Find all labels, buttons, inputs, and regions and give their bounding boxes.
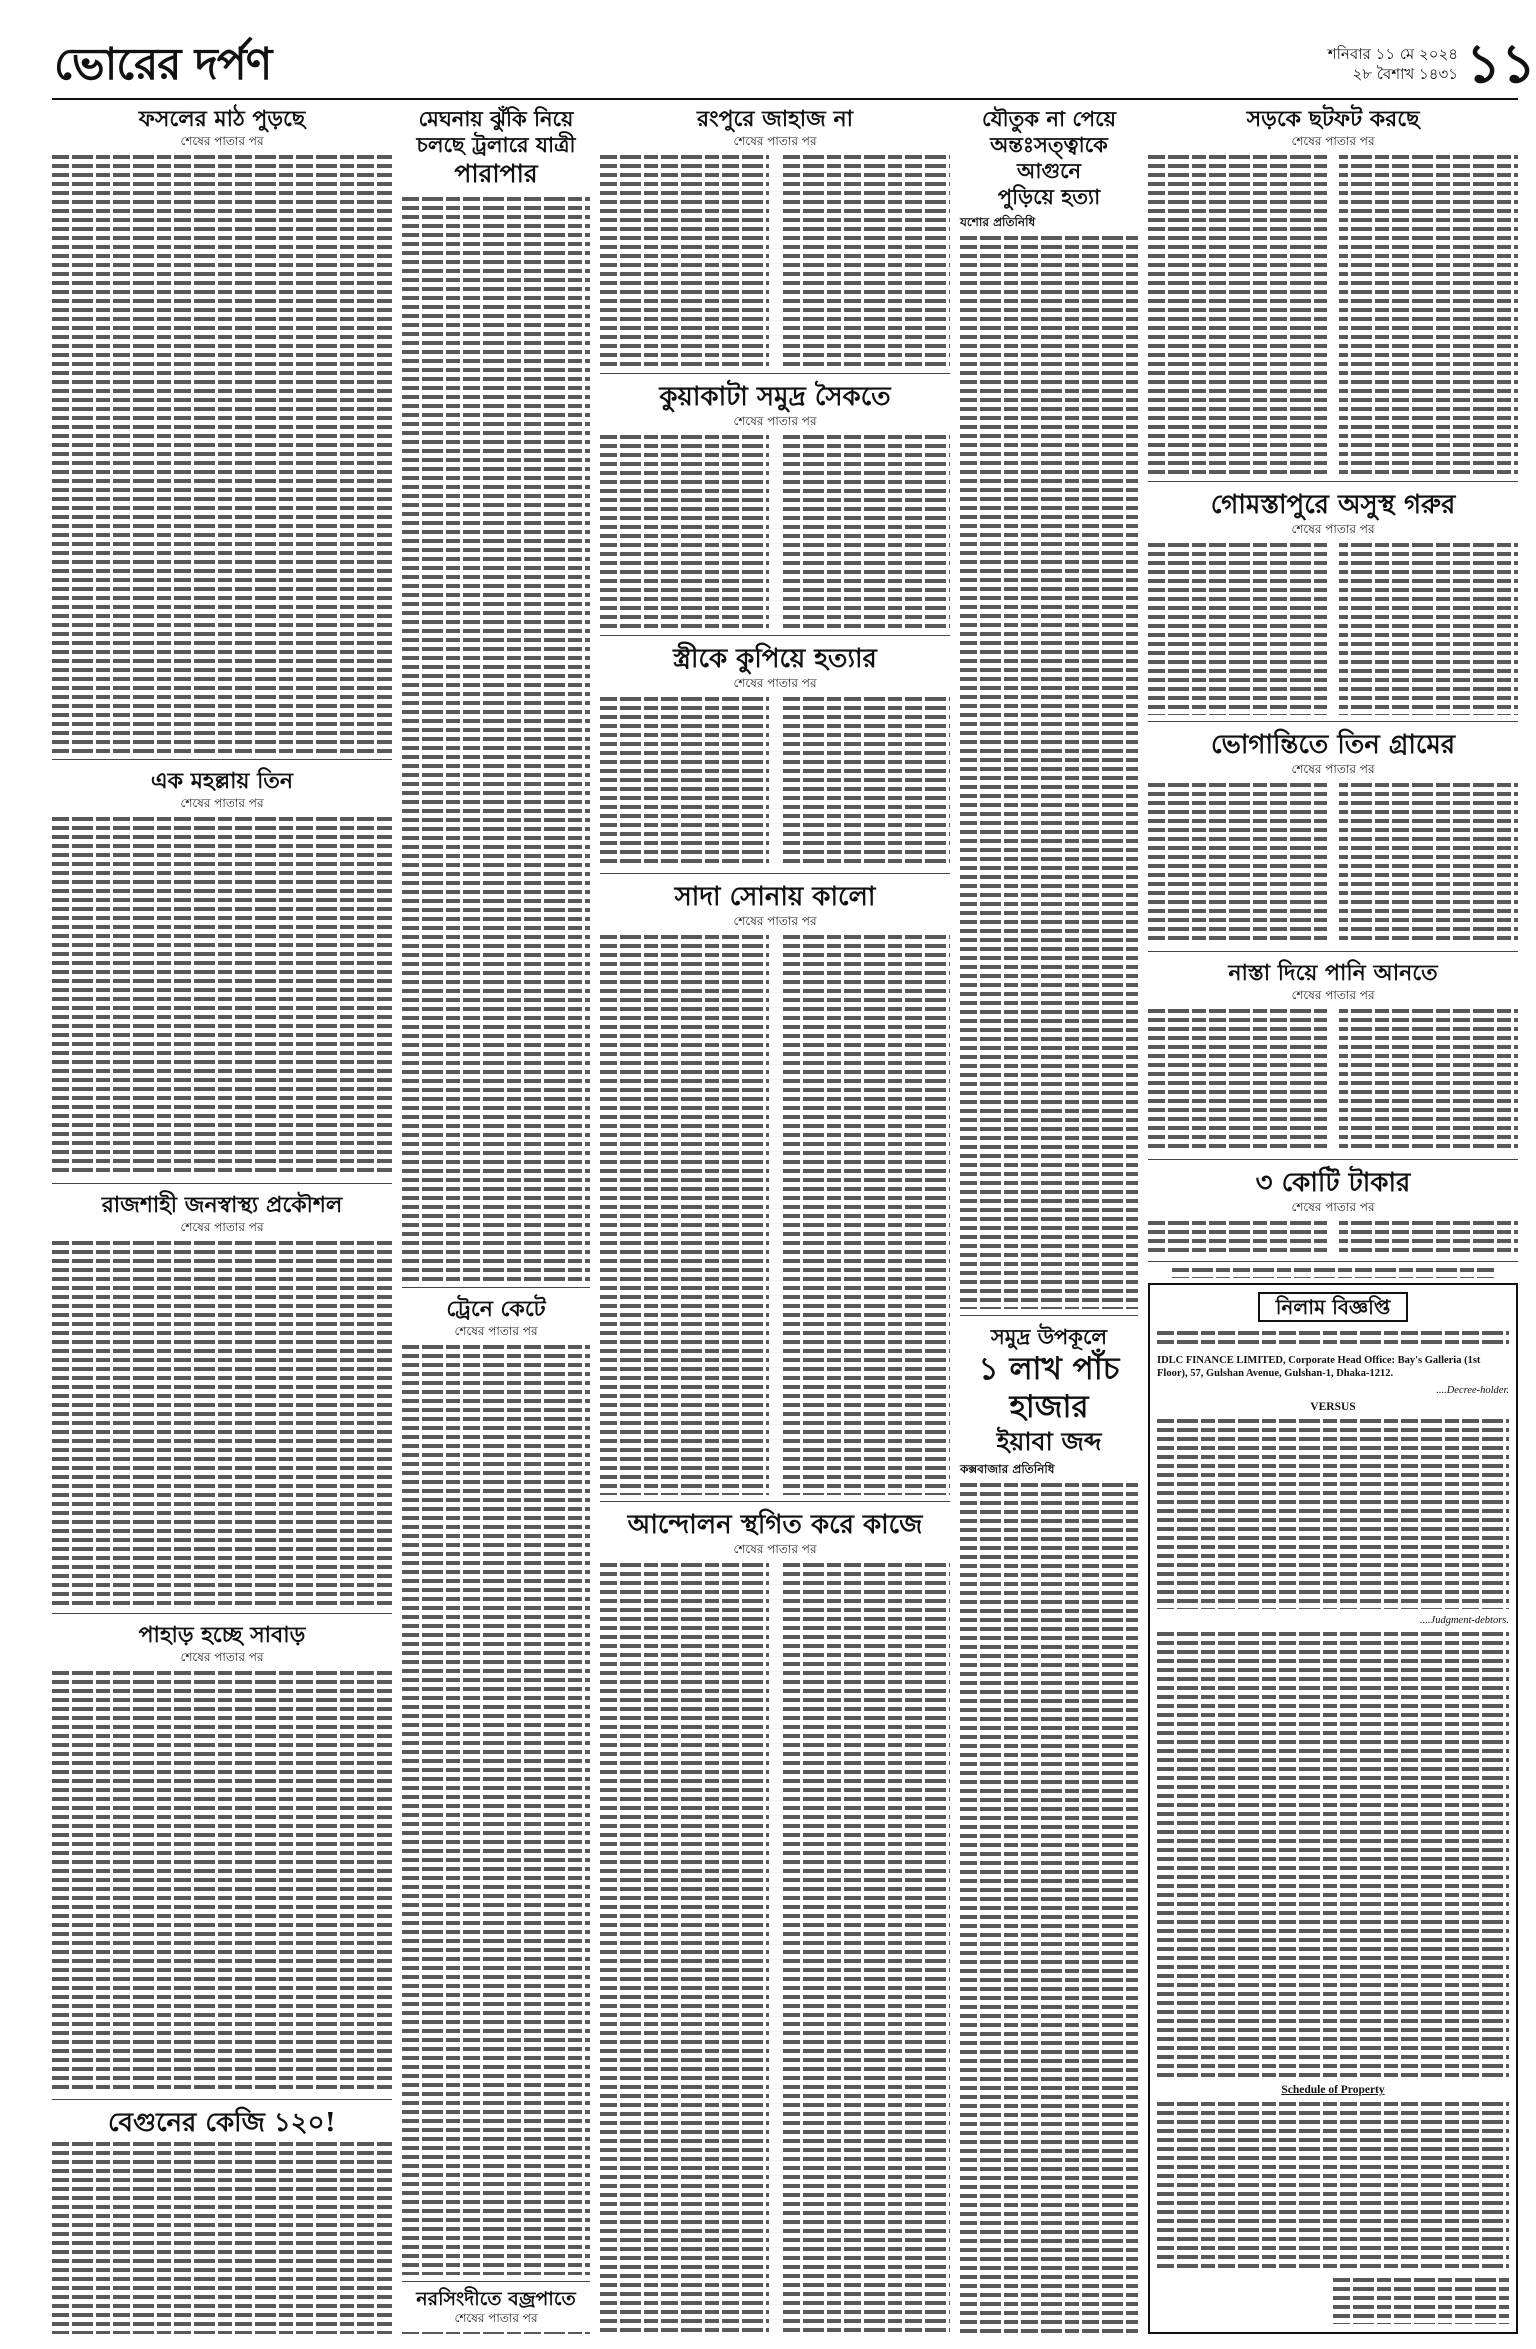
continued-from-back-page-note: শেষের পাতার পর [733,414,817,428]
headline: স্ত্রীকে কুপিয়ে হত্যার [673,644,877,674]
byline: যশোর প্রতিনিধি [960,215,1036,229]
property-schedule-text [1157,2102,1509,2272]
article-three-villages-suffering [1148,726,1518,952]
headline: নরসিংদীতে বজ্রপাতে [416,2288,576,2310]
headline: সাদা সোনায় কালো [674,882,876,912]
headline-line: পুড়িয়ে হত্যা [997,184,1101,209]
headline: কুয়াকাটা সমুদ্র সৈকতে [659,382,891,412]
article-body-text [52,1241,392,1607]
continued-from-back-page-note: শেষের পাতার পর [180,796,264,810]
headline [402,106,590,189]
article-body-text [960,1483,1138,2334]
article-body-text [52,817,392,1177]
article-body-text [1148,783,1518,945]
headline: রাজশাহী জনস্বাস্থ্য প্রকৌশল [101,1192,343,1218]
headline: গোমস্তাপুরে অসুস্থ গরুর [1210,490,1456,520]
continued-from-back-page-note: শেষের পাতার পর [454,1324,538,1338]
headline: পাহাড় হচ্ছে সাবাড় [138,1622,306,1648]
article-three-in-one-neighborhood [52,764,392,1184]
headline: সড়কে ছটফট করছে [1246,106,1420,132]
continued-from-back-page-note: শেষের পাতার পর [733,914,817,928]
headline-line: ইয়াবা জব্দ [996,1427,1102,1456]
article-body-text [600,935,950,1495]
continued-from-back-page-note: শেষের পাতার পর [180,1650,264,1664]
article-kuakata-sea-beach [600,378,950,636]
article-body-text [52,155,392,753]
legal-notice-auction [1148,1266,1518,2340]
article-body-text [402,197,590,1281]
article-road-writhing [1148,102,1518,482]
schedule-of-property-heading: Schedule of Property [1281,2084,1385,2096]
headline-line: ১ লাখ পাঁচ হাজার [978,1351,1120,1425]
headline-line: সমুদ্র উপকূলে [990,1324,1108,1349]
headline-line: অন্তঃসত্ত্বাকে আগুনে [990,132,1108,183]
headline: আন্দোলন স্থগিত করে কাজে [627,1510,923,1540]
continued-from-back-page-note: শেষের পাতার পর [733,134,817,148]
header-rule [52,98,1518,100]
article-three-crore-taka [1148,1164,1518,1262]
headline: ফসলের মাঠ পুড়ছে [138,106,306,132]
judgment-debtors-label: ....Judgment-debtors. [1420,1615,1509,1626]
notice-case-reference-text [1157,1331,1509,1349]
article-body-text [402,1345,590,2275]
headline-line: যৌতুক না পেয়ে [982,106,1116,131]
issue-date: শনিবার ১১ মে ২০২৪ [1327,45,1458,63]
article-body-text [402,2332,590,2334]
decree-holder-label: ....Decree-holder. [1436,1385,1509,1396]
continued-from-back-page-note: শেষের পাতার পর [1291,1200,1375,1214]
article-body-text [600,155,950,367]
article-brinjal-price [52,2104,392,2340]
article-rajshahi-public-health-engineering [52,1188,392,1614]
headline [960,1324,1138,1457]
decree-holder-name: IDLC FINANCE LIMITED, Corporate Head Office: Bay's Galleria (1st Floor), 57, Gulshan Avenue, Gulshan-1, Dhaka-1212. [1157,1355,1481,1379]
article-body-text [52,2142,392,2334]
headline: নাস্তা দিয়ে পানি আনতে [1228,960,1438,986]
article-body-text [1148,1221,1518,1255]
headline: ট্রেনে কেটে [446,1296,546,1322]
headline: ৩ কোটি টাকার [1255,1168,1411,1198]
article-body-text [1148,1009,1518,1153]
continued-from-back-page-note: শেষের পাতার পর [1291,134,1375,148]
article-yaba-seized-coast [960,1320,1138,2340]
article-body-text [600,435,950,629]
article-body-text [1148,543,1518,715]
continued-from-back-page-note: শেষের পাতার পর [1291,762,1375,776]
bangla-calendar-date: ২৮ বৈশাখ ১৪৩১ [1352,65,1458,83]
continued-from-back-page-note: শেষের পাতার পর [733,1542,817,1556]
headline: এক মহল্লায় তিন [150,768,294,794]
article-body-text [600,1563,950,2334]
headline [960,106,1138,210]
article-train-cut [402,1292,590,2282]
article-body-text [960,236,1138,1309]
article-body-text [1148,155,1518,475]
continued-from-back-page-note: শেষের পাতার পর [180,134,264,148]
newspaper-masthead-logo: ভোরের দর্পণ [54,39,272,90]
continued-from-back-page-note: শেষের পাতার পর [454,2311,538,2325]
article-wife-hacked-murder [600,640,950,874]
article-hills-being-razed [52,1618,392,2100]
headline: রংপুরে জাহাজ না [697,106,853,132]
article-rangpur-ship [600,102,950,374]
byline: কক্সবাজার প্রতিনিধি [960,1462,1055,1476]
article-gomastapur-sick-cattle [1148,486,1518,722]
notice-box [1148,1283,1518,2334]
article-narsingdi-lightning [402,2286,590,2340]
continued-from-back-page-note: শেষের পাতার পর [733,676,817,690]
dateline [1200,44,1458,84]
article-dowry-pregnant-burned [960,102,1138,1316]
article-body-text [600,697,950,867]
notice-preamble-text [1172,1268,1494,1278]
notice-body-text [1157,1632,1509,2079]
continued-from-back-page-note: শেষের পাতার পর [1291,522,1375,536]
article-white-gold-black [600,878,950,1502]
article-breakfast-water-fetching [1148,956,1518,1160]
headline-line: মেঘনায় ঝুঁকি নিয়ে [418,106,574,131]
article-crop-fields-burning [52,102,392,760]
article-body-text [52,1671,392,2093]
article-meghna-trawler-crossing [402,102,590,1288]
continued-from-back-page-note: শেষের পাতার পর [1291,988,1375,1002]
headline-line: চলছে ট্রলারে যাত্রী [416,132,576,157]
notice-signature-block [1333,2278,1509,2324]
continued-from-back-page-note: শেষের পাতার পর [180,1220,264,1234]
headline: বেগুনের কেজি ১২০! [108,2108,336,2138]
article-protest-suspended [600,1506,950,2340]
notice-title: নিলাম বিজ্ঞপ্তি [1258,1292,1409,1322]
headline: ভোগান্তিতে তিন গ্রামের [1210,730,1456,760]
headline-line: পারাপার [454,159,538,188]
page-number: ১১ [1466,31,1536,95]
judgment-debtors-list [1157,1419,1509,1609]
versus-label: VERSUS [1310,1401,1356,1413]
